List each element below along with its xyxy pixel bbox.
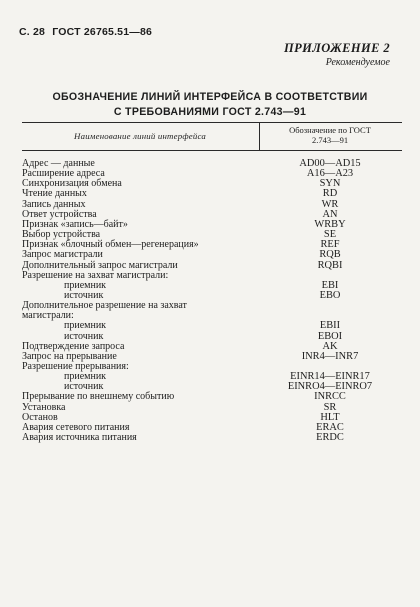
line-code: SR — [323, 401, 337, 413]
line-name: Выбор устройства — [22, 229, 101, 241]
line-name: Разрешение на захват магистрали: — [22, 269, 169, 281]
line-name: Адрес — данные — [22, 158, 95, 169]
line-name: источник — [64, 330, 104, 342]
line-name: Признак «блочный обмен—регенерация» — [22, 239, 199, 251]
line-name: Прерывание по внешнему событию — [22, 391, 175, 403]
line-code: SYN — [319, 178, 341, 190]
line-name: источник — [64, 381, 104, 393]
title-line-1: ОБОЗНАЧЕНИЕ ЛИНИЙ ИНТЕРФЕЙСА В СООТВЕТСТВИИ — [52, 91, 368, 103]
appendix-label — [284, 41, 390, 68]
page-header — [19, 26, 156, 38]
table-header-rule — [22, 150, 402, 151]
line-code: RQB — [319, 249, 341, 261]
line-code: RQBI — [317, 259, 343, 271]
line-code: SE — [323, 229, 337, 241]
line-name: Запрос на прерывание — [22, 350, 117, 362]
line-name: Дополнительное разрешение на захват — [22, 300, 187, 312]
line-code: AD00—AD15 — [299, 158, 361, 169]
line-name: Синхронизация обмена — [22, 178, 122, 190]
line-name: Запись данных — [22, 198, 86, 210]
column-header-code-line-1: Обозначение по ГОСТ — [289, 125, 371, 135]
line-code: EINR14—EINR17 — [290, 371, 370, 383]
line-name: Чтение данных — [22, 188, 87, 200]
line-name: магистрали: — [22, 310, 74, 322]
line-code: EBO — [319, 289, 341, 301]
line-code: AK — [322, 340, 338, 352]
line-code: WRBY — [314, 218, 346, 230]
line-name: Авария сетевого питания — [22, 421, 130, 433]
line-code: ERAC — [316, 421, 344, 433]
title-line-2: С ТРЕБОВАНИЯМИ ГОСТ 2.743—91 — [113, 106, 307, 118]
appendix-title: ПРИЛОЖЕНИЕ 2 — [284, 41, 390, 55]
line-code: ERDC — [316, 432, 344, 444]
line-code: INR4—INR7 — [301, 350, 359, 362]
line-name: Признак «запись—байт» — [22, 218, 128, 230]
line-name: приемник — [64, 279, 107, 291]
line-name: Установка — [22, 401, 66, 413]
line-name: Расширение адреса — [22, 168, 105, 180]
line-code: EINRO4—EINRO7 — [287, 381, 373, 393]
table-row — [0, 432, 420, 443]
line-code: REF — [320, 239, 340, 251]
line-name: Запрос магистрали — [22, 249, 103, 261]
line-code: A16—A23 — [306, 168, 354, 180]
line-name: Ответ устройства — [22, 208, 97, 220]
line-code: WR — [321, 198, 339, 210]
column-header-code-line-2: 2.743—91 — [311, 135, 349, 145]
column-header-code — [260, 125, 400, 145]
line-name: Дополнительный запрос магистрали — [22, 259, 178, 271]
standard-number: ГОСТ 26765.51—86 — [52, 26, 153, 38]
document-title — [0, 90, 420, 120]
line-code: EBOI — [317, 330, 343, 342]
line-name: Подтверждение запроса — [22, 340, 125, 352]
line-code: HLT — [320, 411, 340, 423]
page-number: С. 28 — [19, 26, 46, 38]
line-name: Разрешение прерывания: — [22, 361, 129, 372]
line-code: AN — [322, 208, 338, 220]
line-code: RD — [322, 188, 338, 200]
line-name: приемник — [64, 371, 107, 383]
line-code: INRCC — [314, 391, 346, 403]
line-name: источник — [64, 289, 104, 301]
line-name: приемник — [64, 320, 107, 332]
appendix-note: Рекомендуемое — [325, 57, 390, 68]
line-name: Останов — [22, 411, 58, 423]
line-code: EBI — [321, 279, 339, 291]
column-header-name: Наименование линий интерфейса — [74, 131, 206, 141]
line-name: Авария источника питания — [22, 432, 137, 444]
line-code: EBII — [319, 320, 341, 332]
